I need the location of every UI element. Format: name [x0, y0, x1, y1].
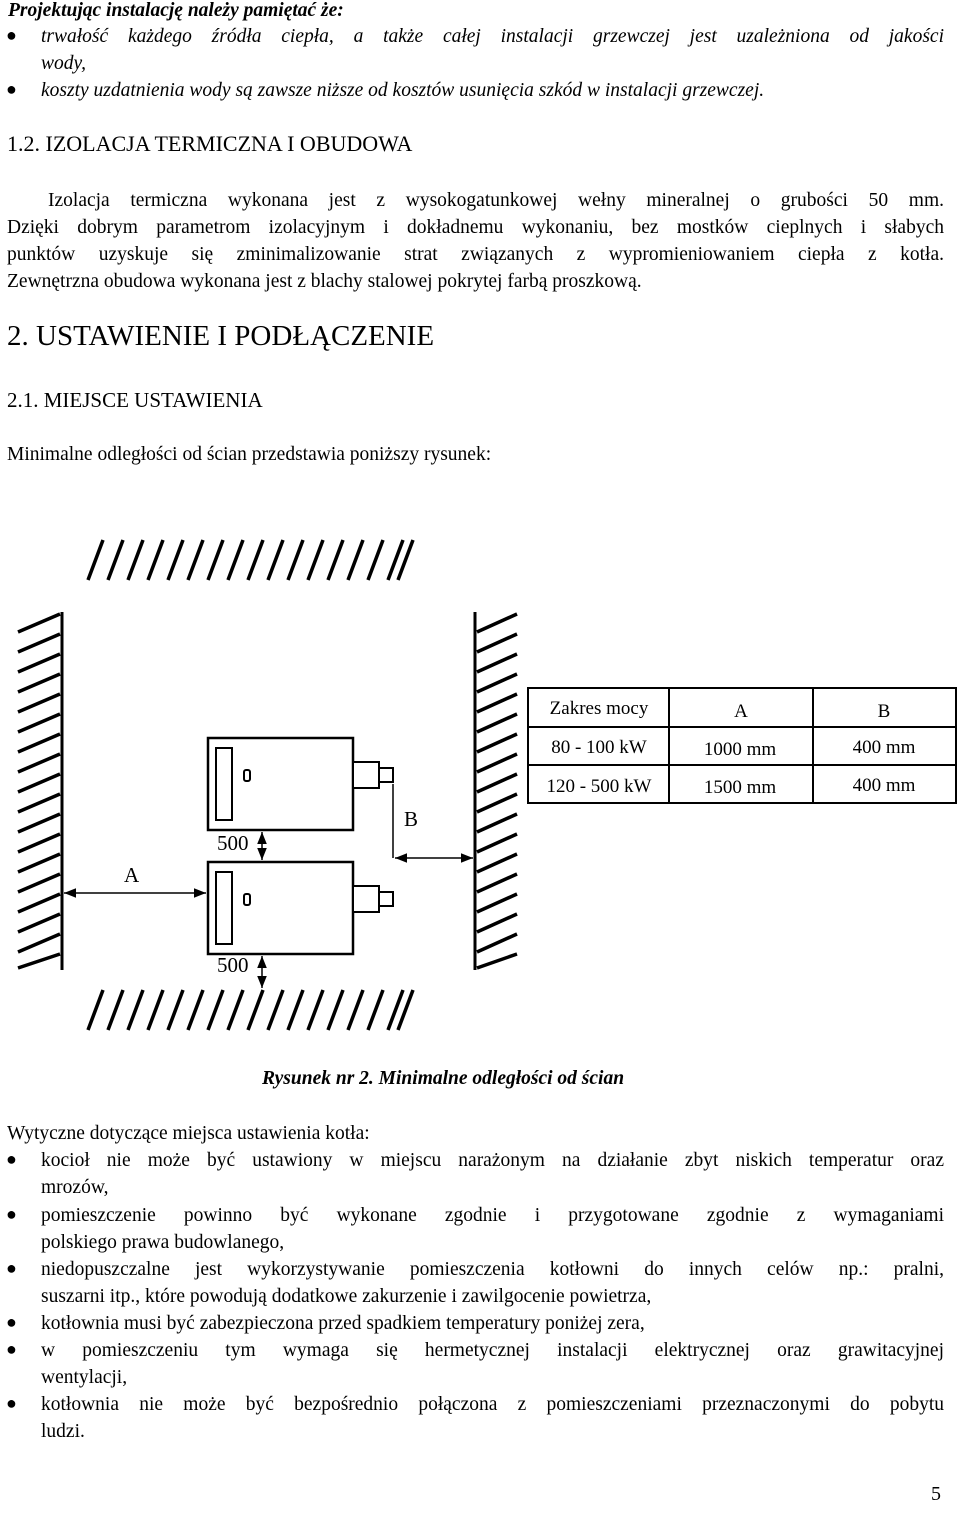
- guideline-1-line2: mrozów,: [41, 1177, 109, 1198]
- guideline-3-line1: niedopuszczalne jest wykorzystywanie pomieszczenia kotłowni do innych celów np.: pralni,: [41, 1259, 944, 1280]
- guideline-6-line2: ludzi.: [41, 1421, 85, 1442]
- intro-bullet-2: koszty uzdatnienia wody są zawsze niższe od kosztów usunięcia szkód w instalacji grzewczej.: [41, 80, 765, 101]
- table-cell: 80 - 100 kW: [551, 737, 647, 758]
- intro-heading: Projektując instalację należy pamiętać że:: [8, 0, 344, 21]
- table-header-b: B: [877, 701, 891, 722]
- section-1-2-title: 1.2. IZOLACJA TERMICZNA I OBUDOWA: [7, 131, 413, 156]
- table-cell: 120 - 500 kW: [546, 776, 652, 797]
- table-header-range: Zakres mocy: [549, 698, 649, 719]
- boiler-upper: [208, 738, 393, 830]
- section-1-2-line-3: punktów uzyskuje się zminimalizowanie strat związanych z wypromieniowaniem ciepła z kotła.: [7, 244, 944, 265]
- section-2-title: 2. USTAWIENIE I PODŁĄCZENIE: [7, 320, 435, 352]
- bottom-wall-hatching: [88, 990, 413, 1030]
- left-wall-hatching: [18, 614, 60, 968]
- guideline-5-line1: w pomieszczeniu tym wymaga się hermetycznej instalacji elektrycznej oraz grawitacyjnej: [41, 1340, 944, 1361]
- guideline-4: kotłownia musi być zabezpieczona przed spadkiem temperatury poniżej zera,: [41, 1313, 645, 1334]
- table-cell: 1500 mm: [703, 777, 777, 798]
- bullet-icon: ●: [6, 1312, 17, 1332]
- bullet-icon: ●: [6, 1339, 17, 1359]
- label-500-bottom: 500: [217, 953, 249, 977]
- bullet-icon: ●: [6, 79, 17, 99]
- section-2-1-intro: Minimalne odległości od ścian przedstawia poniższy rysunek:: [7, 444, 492, 465]
- guideline-6-line1: kotłownia nie może być bezpośrednio połączona z pomieszczeniami przeznaczonymi do pobytu: [41, 1394, 944, 1415]
- bullet-icon: ●: [6, 1204, 17, 1224]
- top-wall-hatching: [88, 540, 413, 580]
- clearance-diagram: [0, 520, 960, 1100]
- guideline-1-line1: kocioł nie może być ustawiony w miejscu narażonym na działanie zbyt niskich temperatur oraz: [41, 1150, 944, 1171]
- label-b: B: [404, 807, 419, 831]
- intro-bullet-1-line1: trwałość każdego źródła ciepła, a także całej instalacji grzewczej jest uzależniona od jakości: [41, 26, 944, 47]
- boiler-lower: [208, 862, 393, 954]
- table-cell: 1000 mm: [703, 739, 777, 760]
- label-a: A: [124, 863, 140, 887]
- guideline-2-line1: pomieszczenie powinno być wykonane zgodnie i przygotowane zgodnie z wymaganiami: [41, 1205, 944, 1226]
- guideline-2-line2: polskiego prawa budowlanego,: [41, 1232, 285, 1253]
- figure-caption: Rysunek nr 2. Minimalne odległości od ścian: [262, 1068, 625, 1089]
- section-1-2-line-2: Dzięki dobrym parametrom izolacyjnym i dokładnemu wykonaniu, bez mostków cieplnych i słabych: [7, 217, 944, 238]
- guideline-3-line2: suszarni itp., które powodują dodatkowe zakurzenie i zawilgocenie powietrza,: [41, 1286, 652, 1307]
- table-cell: 400 mm: [852, 737, 916, 758]
- table-header-a: A: [734, 701, 748, 722]
- intro-bullet-1-line2: wody,: [41, 53, 86, 74]
- bullet-icon: ●: [6, 1258, 17, 1278]
- bullet-icon: ●: [6, 25, 17, 45]
- bullet-icon: ●: [6, 1149, 17, 1169]
- bullet-icon: ●: [6, 1393, 17, 1413]
- guidelines-heading: Wytyczne dotyczące miejsca ustawienia kotła:: [7, 1123, 370, 1144]
- table-cell: 400 mm: [852, 775, 916, 796]
- label-500-top: 500: [217, 831, 249, 855]
- right-wall-hatching: [477, 614, 517, 968]
- page-number: 5: [931, 1483, 941, 1505]
- section-1-2-line-4: Zewnętrzna obudowa wykonana jest z blachy stalowej pokrytej farbą proszkową.: [7, 271, 642, 292]
- section-2-1-title: 2.1. MIEJSCE USTAWIENIA: [7, 388, 263, 412]
- guideline-5-line2: wentylacji,: [41, 1367, 128, 1388]
- section-1-2-line-1: Izolacja termiczna wykonana jest z wysokogatunkowej wełny mineralnej o grubości 50 mm.: [48, 190, 944, 211]
